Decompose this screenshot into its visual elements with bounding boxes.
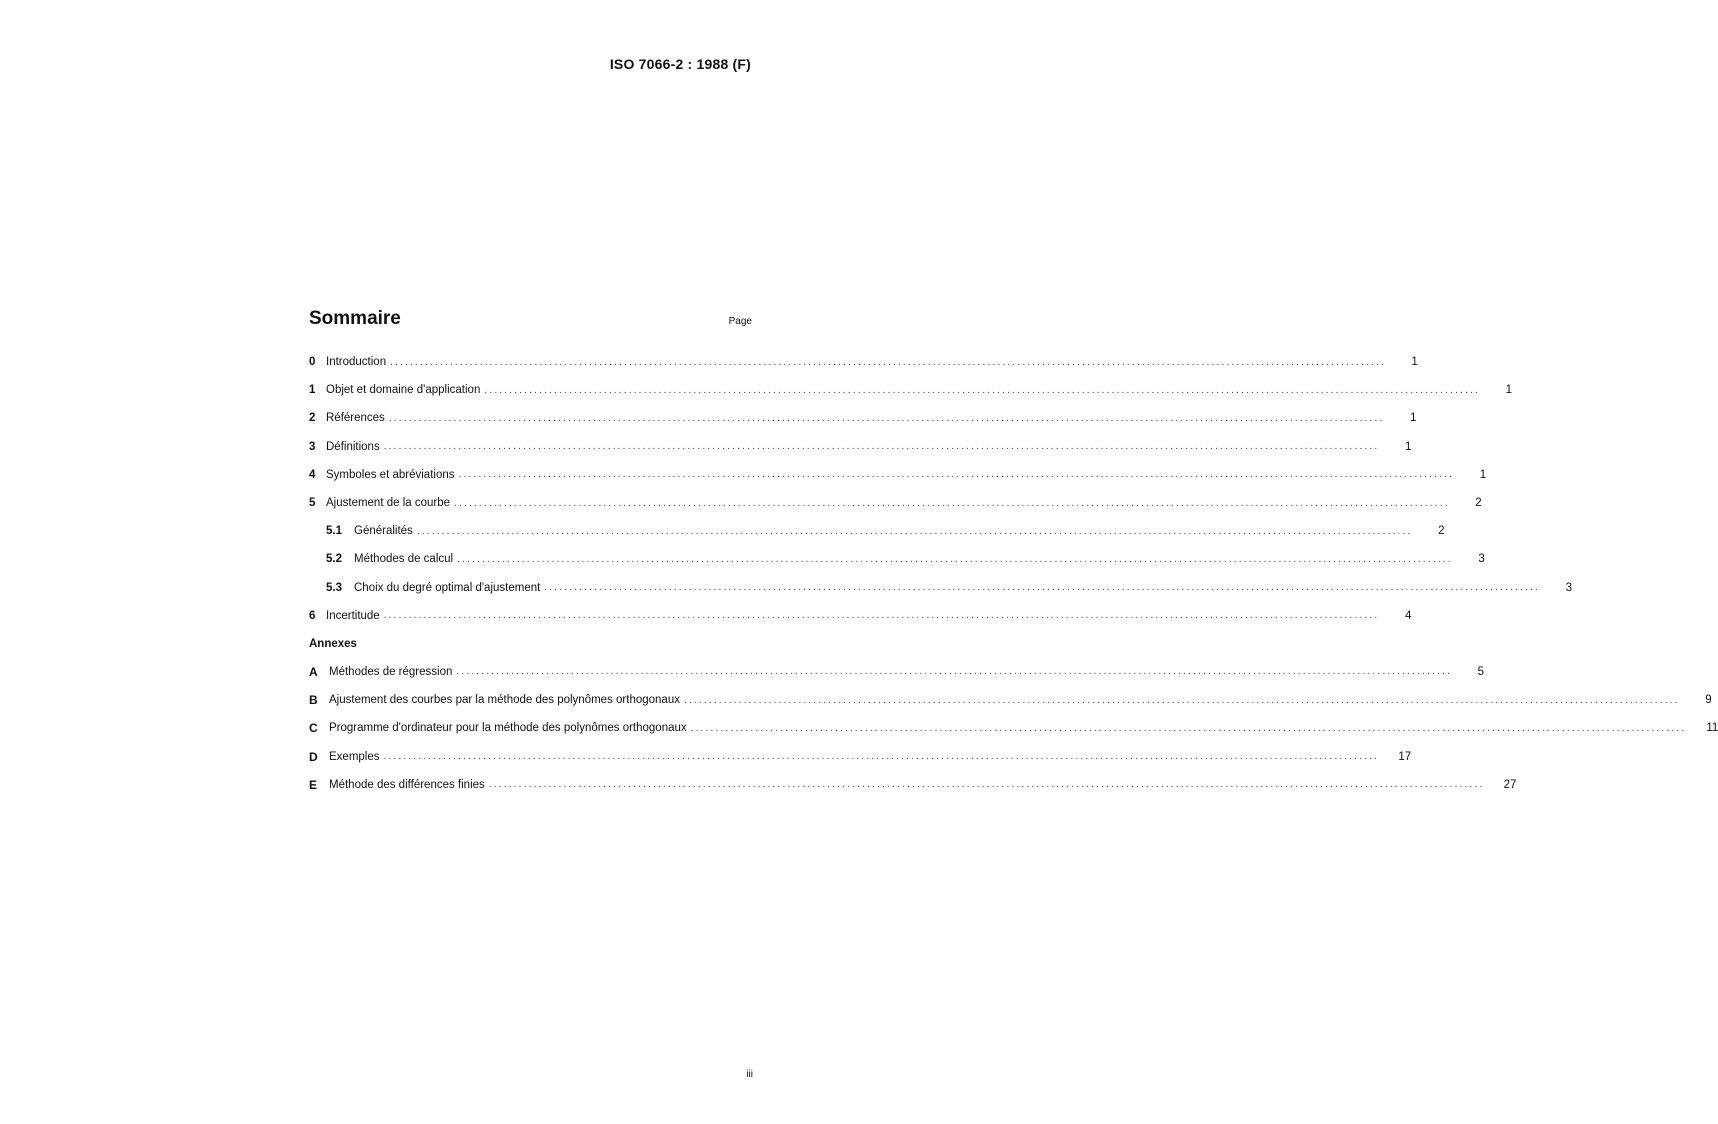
annex-label: Méthodes de régression xyxy=(329,665,453,678)
toc-entry xyxy=(309,433,1412,461)
toc-title: Sommaire xyxy=(309,308,401,329)
annex-label: Méthode des différences finies xyxy=(329,778,485,791)
dot-leader: ........................................................................................................................................................................................................ xyxy=(383,441,1380,453)
dot-leader: ........................................................................................................................................................................................................ xyxy=(383,751,1380,763)
entry-number: 0 xyxy=(309,356,316,369)
annex-entry xyxy=(309,686,1712,714)
annex-label: Exemples xyxy=(329,750,380,763)
entry-number: 5.2 xyxy=(326,553,342,566)
table-of-contents xyxy=(309,308,1718,799)
toc-entry xyxy=(309,376,1513,404)
entry-label: Ajustement de la courbe xyxy=(326,497,451,510)
annex-entry xyxy=(309,771,1517,799)
entry-page: 1 xyxy=(1411,356,1418,369)
dot-leader: ........................................................................................................................................................................................................ xyxy=(458,469,1455,481)
dot-leader: ........................................................................................................................................................................................................ xyxy=(683,694,1680,706)
entry-number: 5.1 xyxy=(326,525,342,538)
toc-entry xyxy=(309,461,1487,489)
entry-label: Choix du degré optimal d'ajustement xyxy=(354,581,541,594)
entry-page: 3 xyxy=(1478,553,1485,566)
toc-entry xyxy=(309,348,1418,376)
dot-leader: ........................................................................................................................................................................................................ xyxy=(488,779,1485,791)
annex-letter: D xyxy=(309,749,318,764)
dot-leader: ........................................................................................................................................................................................................ xyxy=(390,356,1386,368)
annex-page: 17 xyxy=(1398,750,1412,763)
entry-page: 1 xyxy=(1479,468,1487,481)
entry-label: Méthodes de calcul xyxy=(354,553,454,566)
dot-leader: ........................................................................................................................................................................................................ xyxy=(484,384,1481,396)
entry-page: 1 xyxy=(1505,384,1513,397)
dot-leader: ........................................................................................................................................................................................................ xyxy=(690,722,1687,734)
page-folio: iii xyxy=(746,1069,753,1080)
annex-entry xyxy=(309,658,1485,686)
entry-number: 1 xyxy=(309,384,316,397)
toc-subentry xyxy=(309,545,1485,573)
toc-header xyxy=(309,308,752,348)
dot-leader: ........................................................................................................................................................................................................ xyxy=(388,412,1385,424)
dot-leader: ........................................................................................................................................................................................................ xyxy=(544,582,1540,594)
dot-leader: ........................................................................................................................................................................................................ xyxy=(454,497,1450,509)
entry-page: 1 xyxy=(1404,440,1412,453)
entry-label: Symboles et abréviations xyxy=(326,468,455,481)
entry-page: 2 xyxy=(1475,497,1482,510)
dot-leader: ........................................................................................................................................................................................................ xyxy=(457,553,1453,565)
entry-label: Généralités xyxy=(354,525,413,538)
entry-label: Introduction xyxy=(326,356,387,369)
document-reference: ISO 7066-2 : 1988 (F) xyxy=(609,56,751,72)
entry-label: Incertitude xyxy=(326,609,380,622)
toc-subentry xyxy=(309,517,1445,545)
toc-entry xyxy=(309,602,1412,630)
entry-page: 2 xyxy=(1438,525,1445,538)
toc-entry xyxy=(309,404,1417,432)
entry-number: 6 xyxy=(309,609,316,622)
annex-entry xyxy=(309,714,1718,742)
entry-number: 5.3 xyxy=(326,581,342,594)
annex-letter: E xyxy=(309,777,318,792)
annex-letter: A xyxy=(309,664,318,679)
annex-label: Ajustement des courbes par la méthode des polynômes orthogonaux xyxy=(329,694,680,707)
entry-label: Objet et domaine d'application xyxy=(326,384,481,397)
annexes-heading: Annexes xyxy=(309,637,357,650)
annex-page: 9 xyxy=(1705,694,1712,707)
annex-label: Programme d'ordinateur pour la méthode des polynômes orthogonaux xyxy=(329,722,687,735)
entry-page: 1 xyxy=(1410,412,1417,425)
dot-leader: ........................................................................................................................................................................................................ xyxy=(416,525,1413,537)
entry-page: 3 xyxy=(1565,581,1572,594)
annex-letter: B xyxy=(309,693,318,708)
entry-number: 5 xyxy=(309,497,316,510)
dot-leader: ........................................................................................................................................................................................................ xyxy=(383,610,1380,622)
annex-page: 5 xyxy=(1477,665,1485,678)
entry-page: 4 xyxy=(1404,609,1412,622)
annex-page: 11 xyxy=(1706,722,1718,735)
annex-page: 27 xyxy=(1503,778,1517,791)
dot-leader: ........................................................................................................................................................................................................ xyxy=(456,666,1453,678)
entry-number: 2 xyxy=(309,412,316,425)
entry-number: 4 xyxy=(309,468,316,481)
annex-entry xyxy=(309,742,1412,770)
entry-label: Références xyxy=(326,412,385,425)
toc-entry xyxy=(309,489,1482,517)
entry-number: 3 xyxy=(309,440,316,453)
annex-letter: C xyxy=(309,721,318,736)
entry-label: Définitions xyxy=(326,440,380,453)
toc-subentry xyxy=(309,574,1572,602)
page-column-label: Page xyxy=(728,316,752,327)
